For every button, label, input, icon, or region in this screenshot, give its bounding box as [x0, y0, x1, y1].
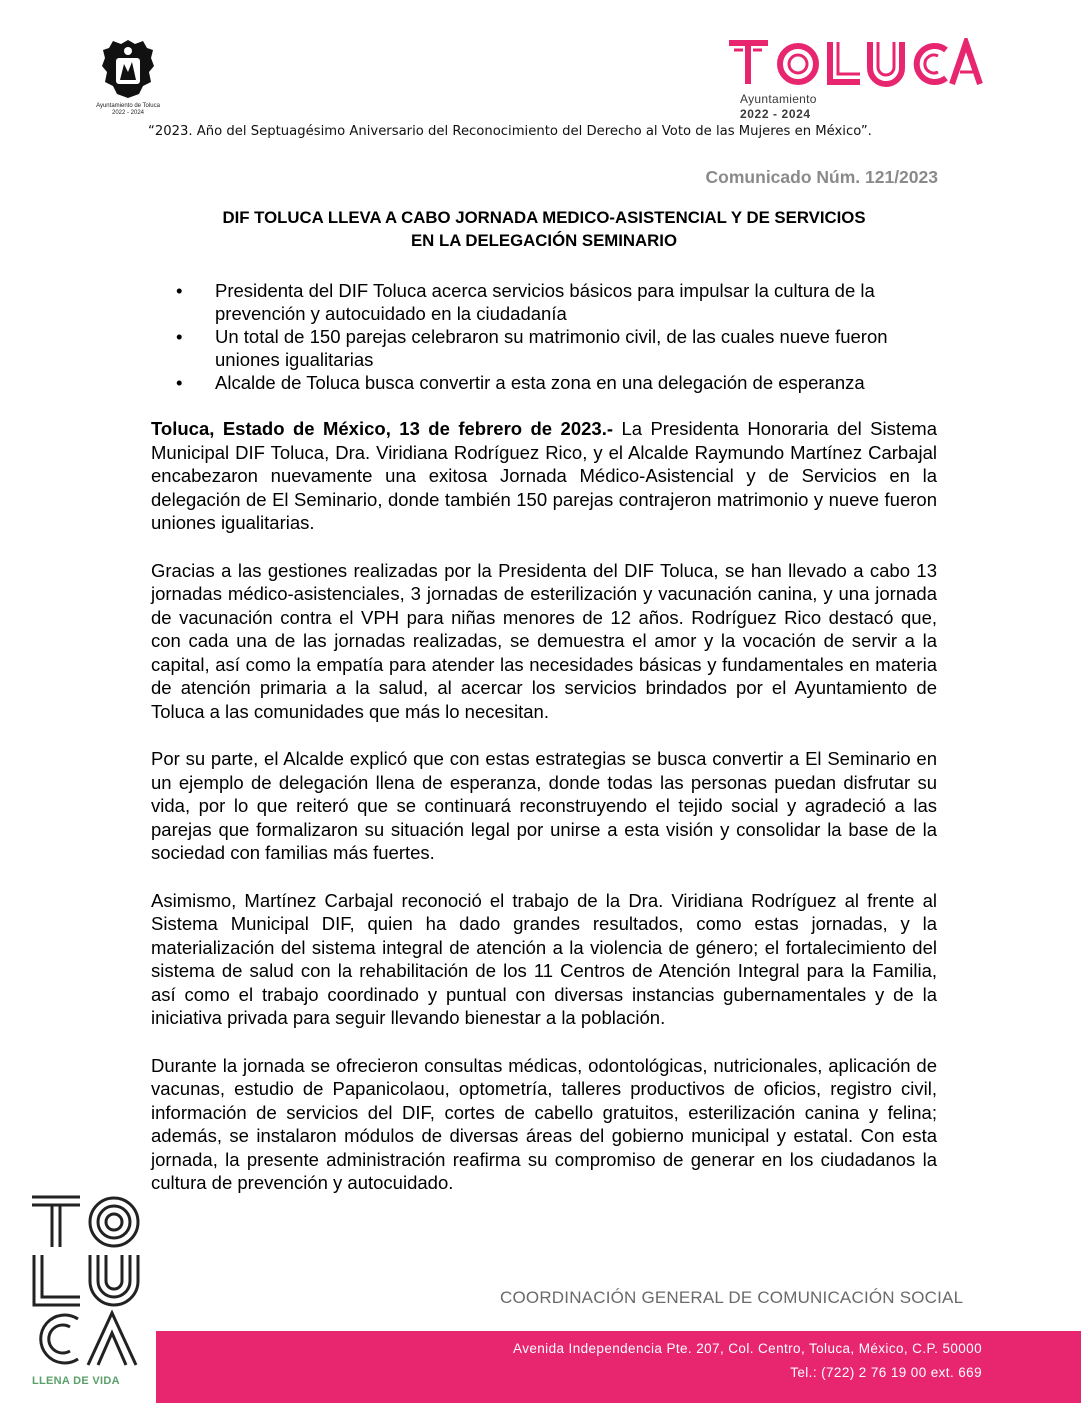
paragraph-text: La Presidenta Honoraria del Sistema Municipal DIF Toluca, Dra. Viridiana Rodríguez Rico, y el Alcalde Raymundo Martínez Carbajal encabezaron nuevamente una exitosa Jornada Médico-Asistencial y de Servicios en la delegación de El Seminario, donde también 150 parejas contrajeron matrimonio y nueve fueron uniones igualitarias.	[151, 418, 937, 533]
body-paragraph	[151, 417, 937, 535]
summary-bullets	[176, 279, 936, 394]
bullet-text: Un total de 150 parejas celebraron su matrimonio civil, de las cuales nueve fueron uniones igualitarias	[215, 326, 888, 370]
toluca-seal-icon	[82, 38, 174, 122]
body-paragraph: Gracias a las gestiones realizadas por la Presidenta del DIF Toluca, se han llevado a cabo 13 jornadas médico-asistenciales, 3 jornadas de esterilización y vacunación canina, y una jornada de vacunación contra el VPH para niñas menores de 12 años. Rodríguez Rico destacó que, con cada una de las jornadas realizadas, se demuestra el amor y la vocación de servir a la capital, así como la empatía para atender las necesidades básicas y fundamentales en materia de atención primaria a la salud, al acercar los servicios brindados por el Ayuntamiento de Toluca a las comunidades que más lo necesitan.	[151, 559, 937, 722]
toluca-vertical-logo	[30, 1193, 150, 1393]
seal-caption: Ayuntamiento de Toluca	[96, 103, 160, 109]
bullet-item	[176, 325, 936, 371]
bullet-text: Presidenta del DIF Toluca acerca servicios básicos para impulsar la cultura de la prevención y autocuidado en la ciudadanía	[215, 280, 875, 324]
footer-phone: Tel.: (722) 2 76 19 00 ext. 669	[790, 1365, 982, 1380]
brand-subtitle: Ayuntamiento	[740, 92, 817, 106]
bullet-marker: •	[176, 280, 183, 301]
bullet-marker: •	[176, 372, 183, 393]
toluca-brand-logo	[726, 38, 986, 122]
headline-line-2: EN LA DELEGACIÓN SEMINARIO	[410, 231, 678, 250]
headline-line-1: DIF TOLUCA LLEVA A CABO JORNADA MEDICO-ASISTENCIAL Y DE SERVICIOS	[222, 208, 866, 227]
article-body	[151, 417, 937, 1219]
coordination-label: COORDINACIÓN GENERAL DE COMUNICACIÓN SOCIAL	[500, 1288, 964, 1307]
bullet-marker: •	[176, 326, 183, 347]
press-release-headline	[150, 206, 938, 252]
bullet-item	[176, 371, 936, 394]
logo-tagline: LLENA DE VIDA	[32, 1375, 120, 1387]
vertical-wordmark	[30, 1193, 142, 1369]
year-motto: “2023. Año del Septuagésimo Aniversario del Reconocimiento del Derecho al Voto de las Mujeres en México”.	[148, 124, 872, 139]
body-paragraph: Por su parte, el Alcalde explicó que con estas estrategias se busca convertir a El Seminario en un ejemplo de delegación llena de esperanza, donde todas las personas puedan disfrutar su vida, por lo que reiteró que se continuará reconstruyendo el tejido social y agradeció a las parejas que formalizaron su situación legal por unirse a esta visión y consolidar la base de la sociedad con familias más fuertes.	[151, 748, 937, 863]
brand-years: 2022 - 2024	[740, 107, 811, 121]
footer-address: Avenida Independencia Pte. 207, Col. Centro, Toluca, México, C.P. 50000	[513, 1341, 982, 1356]
bullet-item	[176, 279, 936, 325]
seal-shield-graphic	[99, 38, 157, 102]
dateline: Toluca, Estado de México, 13 de febrero de 2023.-	[151, 418, 613, 439]
body-paragraph: Asimismo, Martínez Carbajal reconoció el trabajo de la Dra. Viridiana Rodríguez al frente al Sistema Municipal DIF, quien ha dado grandes resultados, como estas jornadas, y la materialización del sistema integral de atención a la violencia de género; el fortalecimiento del sistema de salud con la rehabilitación de los 11 Centros de Atención Integral para la Familia, así como el trabajo coordinado y puntual con diversas instancias gubernamentales y de la iniciativa privada para seguir llevando bienestar a la población.	[151, 889, 937, 1028]
brand-wordmark	[726, 38, 984, 88]
bullet-text: Alcalde de Toluca busca convertir a esta zona en una delegación de esperanza	[215, 372, 865, 393]
seal-years: 2022 - 2024	[111, 110, 145, 116]
communique-number: Comunicado Núm. 121/2023	[705, 167, 938, 187]
body-paragraph: Durante la jornada se ofrecieron consultas médicas, odontológicas, nutricionales, aplicación de vacunas, estudio de Papanicolaou, optometría, talleres productivos de oficios, registro civil, información de servicios del DIF, cortes de cabello gratuitos, esterilización canina y felina; además, se instalaron módulos de diversas áreas del gobierno municipal y estatal. Con esta jornada, la presente administración reafirma su compromiso de generar en los ciudadanos la cultura de prevención y autocuidado.	[151, 1054, 937, 1193]
